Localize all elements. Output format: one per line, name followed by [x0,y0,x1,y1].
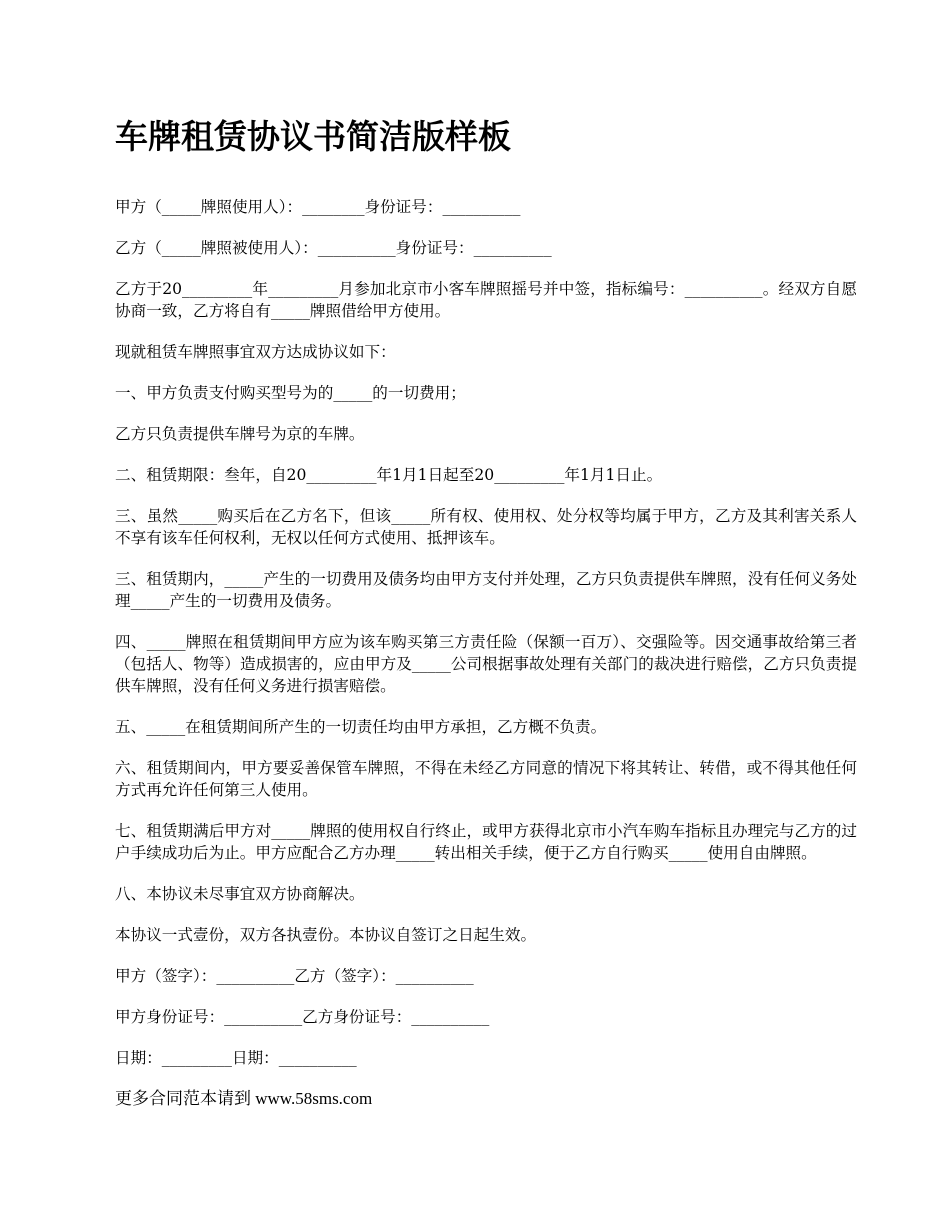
date-line: 日期：_________日期：__________ [115,1049,357,1067]
footer-note: 更多合同范本请到 www.58sms.com [115,1089,373,1108]
party-b-line: 乙方（_____牌照被使用人）：__________身份证号：__________ [115,239,552,257]
clause-1-note: 乙方只负责提供车牌号为京的车牌。 [115,425,365,443]
document-page [115,112,857,1129]
agreement-intro: 现就租赁车牌照事宜双方达成协议如下： [115,343,396,361]
preamble-paragraph: 乙方于20_________年_________月参加北京市小客车牌照摇号并中签，指标编号：__________。经双方自愿协商一致，乙方将自有_____牌照借给甲方使用。 [115,280,857,320]
clause-1: 一、甲方负责支付购买型号为的_____的一切费用； [115,384,466,402]
clause-7-expiry: 七、租赁期满后甲方对_____牌照的使用权自行终止，或甲方获得北京市小汽车购车指标且办理完与乙方的过户手续成功后为止。甲方应配合乙方办理_____转出相关手续，便于乙方自行购买_____使用自由牌照。 [115,822,857,862]
clause-2-term: 二、租赁期限：叁年，自20_________年1月1日起至20_________年1月1日止。 [115,466,663,484]
clause-6-custody: 六、租赁期间内，甲方要妥善保管车牌照，不得在未经乙方同意的情况下将其转让、转借，或不得其他任何方式再允许任何第三人使用。 [115,759,857,799]
effectiveness-statement: 本协议一式壹份，双方各执壹份。本协议自签订之日起生效。 [115,926,537,944]
clause-8-other: 八、本协议未尽事宜双方协商解决。 [115,885,365,903]
clause-4-insurance: 四、_____牌照在租赁期间甲方应为该车购买第三方责任险（保额一百万）、交强险等。因交通事故给第三者（包括人、物等）造成损害的，应由甲方及_____公司根据事故处理有关部门的裁决进行赔偿，乙方只负责提供车牌照，没有任何义务进行损害赔偿。 [115,633,857,695]
clause-3-ownership: 三、虽然_____购买后在乙方名下，但该_____所有权、使用权、处分权等均属于甲方，乙方及其利害关系人不享有该车任何权利，无权以任何方式使用、抵押该车。 [115,507,857,547]
id-number-line: 甲方身份证号：__________乙方身份证号：__________ [115,1008,490,1026]
clause-5-liability: 五、_____在租赁期间所产生的一切责任均由甲方承担，乙方概不负责。 [115,718,607,736]
party-a-line: 甲方（_____牌照使用人）：________身份证号：__________ [115,198,521,216]
clause-3-expenses: 三、租赁期内，_____产生的一切费用及债务均由甲方支付并处理，乙方只负责提供车牌照，没有任何义务处理_____产生的一切费用及债务。 [115,570,857,610]
signature-line: 甲方（签字）：__________乙方（签字）：__________ [115,967,474,985]
document-title: 车牌租赁协议书简洁版样板 [115,117,511,156]
